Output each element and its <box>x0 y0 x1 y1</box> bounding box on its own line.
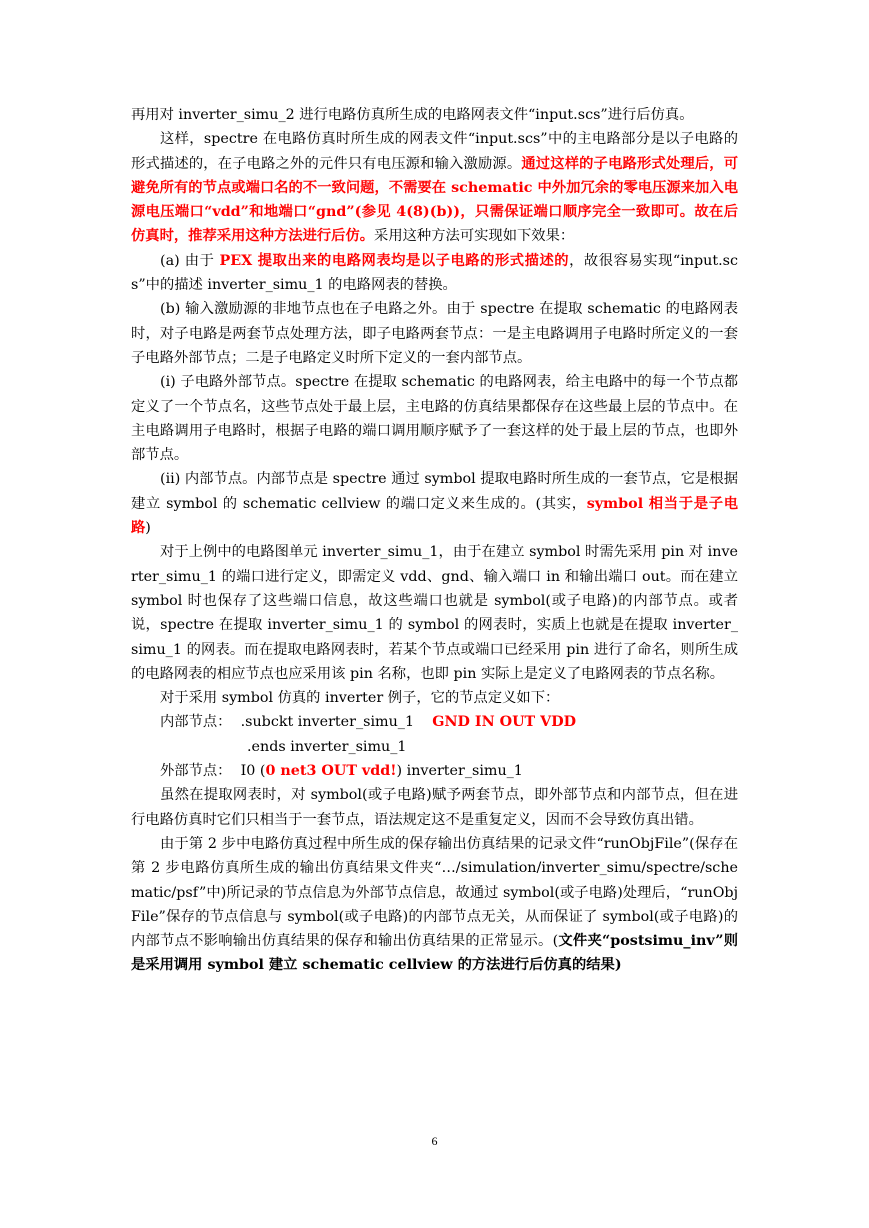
internal-nodes-label: 内部节点： <box>160 714 232 731</box>
instance-suffix: ) inverter_simu_1 <box>396 763 523 780</box>
paragraph-8: 对于采用 symbol 仿真的 inverter 例子，它的节点定义如下： <box>160 690 560 707</box>
paragraph-6-tail: ) <box>145 520 151 537</box>
paragraph-3 <box>131 249 738 298</box>
paragraph-1: 再用对 inverter_simu_2 进行电路仿真所生成的电路网表文件“input.scs”进行后仿真。 <box>131 107 694 123</box>
subckt-statement: .subckt inverter_simu_1 <box>240 714 415 731</box>
paragraph-3-tail: ，故很容易实现“input.scs”中的描述 inverter_simu_1 的电路网表的替换。 <box>131 252 738 294</box>
paragraph-2-text: 这样，spectre 在电路仿真时所生成的网表文件“input.scs”中的主电路部分是以子电路的形式描述的，在子电路之外的元件只有电压源和输入激励源。 <box>131 131 738 172</box>
paragraph-4: (b) 输入激励源的非地节点也在子电路之外。由于 spectre 在提取 schematic 的电路网表时，对子电路是两套节点处理方法，即子电路两套节点：一是主电路调用子电路时所定义的一套子电路外部节点；二是子电路定义时所下定义的一套内部节点。 <box>131 301 738 366</box>
code-line-instance <box>131 759 738 783</box>
paragraph-9: 虽然在提取网表时，对 symbol(或子电路)赋予两套节点，即外部节点和内部节点，但在进行电路仿真时它们只相当于一套节点，语法规定这不是重复定义，因而不会导致仿真出错。 <box>131 787 738 828</box>
subckt-ports: GND IN OUT VDD <box>432 714 577 731</box>
paragraph-6 <box>131 467 738 540</box>
paragraph-2 <box>131 127 738 248</box>
paragraph-10-bold: 文件夹“postsimu_inv”则是采用调用 symbol 建立 schematic cellview 的方法进行后仿真的结果) <box>131 933 738 974</box>
paragraph-6-highlight: symbol 相当于是子电路 <box>131 495 738 537</box>
page-number: 6 <box>431 1134 438 1148</box>
external-nodes-label: 外部节点： <box>160 763 232 780</box>
body-text <box>131 103 738 978</box>
paragraph-10-text: 由于第 2 步中电路仿真过程中所生成的保存输出仿真结果的记录文件“runObjFile”(保存在第 2 步电路仿真所生成的输出仿真结果文件夹“…/simulation/inverter_simu/spectre/schematic/psf”中)所记录的节点信息为外部节点信息，故通过 symbol(或子电路)处理后，“runObjFile”保存的节点信息与 symbol(或子电路)的内部节点无关，从而保证了 symbol(或子电路)的内部节点不影响输出仿真结果的保存和输出仿真结果的正常显示。( <box>131 835 738 950</box>
paragraph-10 <box>131 832 738 978</box>
instance-nodes: 0 net3 OUT vdd! <box>265 763 397 780</box>
code-line-ends <box>131 735 738 759</box>
instance-prefix: I0 ( <box>240 763 266 780</box>
paragraph-3-text: (a) 由于 <box>160 252 220 269</box>
paragraph-5: (i) 子电路外部节点。spectre 在提取 schematic 的电路网表，给主电路中的每一个节点都定义了一个节点名，这些节点处于最上层，主电路的仿真结果都保存在这些最上层的节点中。在主电路调用子电路时，根据子电路的端口调用顺序赋予了一套这样的处于最上层的节点，也即外部节点。 <box>131 374 738 464</box>
paragraph-2-highlight: 通过这样的子电路形式处理后，可避免所有的节点或端口名的不一致问题，不需要在 schematic 中外加冗余的零电压源来加入电源电压端口“vdd”和地端口“gnd”(参见 4(8)(b))，只需保证端口顺序完全一致即可。故在后仿真时，推荐采用这种方法进行后仿。 <box>131 155 739 245</box>
paragraph-3-highlight: PEX 提取出来的电路网表均是以子电路的形式描述的 <box>219 252 570 269</box>
paragraph-6-text: (ii) 内部节点。内部节点是 spectre 通过 symbol 提取电路时所生成的一套节点，它是根据建立 symbol 的 schematic cellview 的端口定义来生成的。(其实， <box>131 471 738 512</box>
paragraph-7: 对于上例中的电路图单元 inverter_simu_1，由于在建立 symbol 时需先采用 pin 对 inverter_simu_1 的端口进行定义，即需定义 vdd、gnd、输入端口 in 和输出端口 out。而在建立 symbol 时也保存了这些端口信息，故这些端口也就是 symbol(或子电路)的内部节点。或者说，spectre 在提取 inverter_simu_1 的 symbol 的网表时，实质上也就是在提取 inverter_simu_1 的网表。而在提取电路网表时，若某个节点或端口已经采用 pin 进行了命名，则所生成的电路网表的相应节点也应采用该 pin 名称，也即 pin 实际上是定义了电路网表的节点名称。 <box>131 544 738 682</box>
ends-statement: .ends inverter_simu_1 <box>247 738 407 755</box>
paragraph-2-tail: 采用这种方法可实现如下效果： <box>374 228 575 245</box>
code-line-subckt <box>131 710 738 734</box>
